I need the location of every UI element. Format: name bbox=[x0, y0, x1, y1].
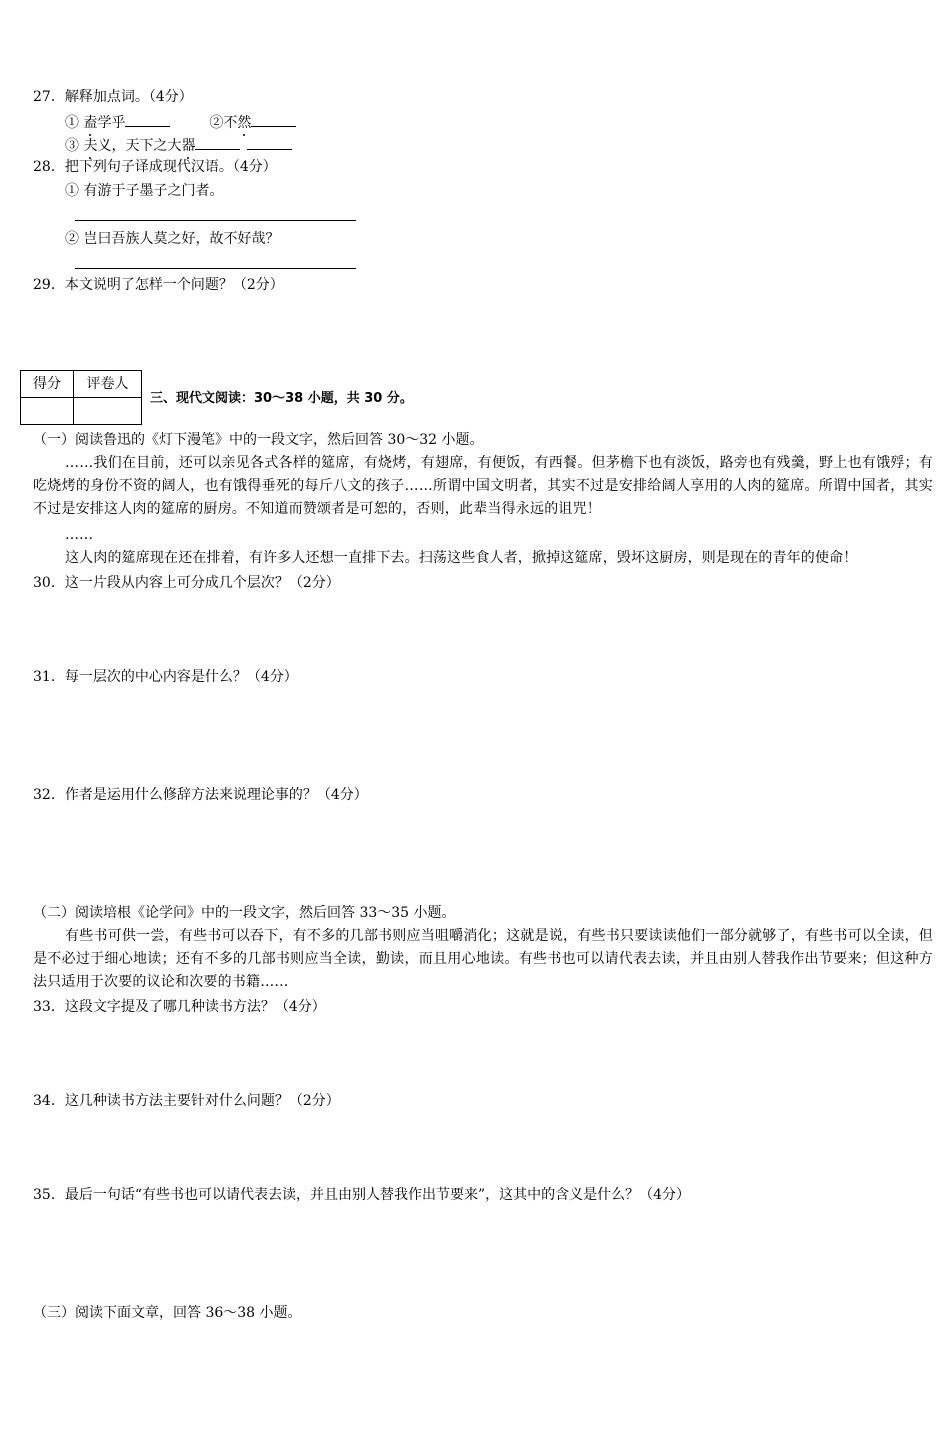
q28-answer-line-1[interactable] bbox=[75, 220, 356, 221]
q27-row2 bbox=[65, 136, 292, 153]
q28-title: 28．把下列句子译成现代汉语。（4分） bbox=[33, 159, 277, 175]
q28-sentence-2: ② 岂曰吾族人莫之好，故不好哉？ bbox=[65, 231, 280, 247]
q27-item3-dotted-word-1: 夫 bbox=[83, 138, 98, 154]
part1-ellipsis: …… bbox=[65, 527, 93, 543]
part2-intro: （二）阅读培根《论学问》中的一段文字，然后回答 33～35 小题。 bbox=[33, 905, 456, 921]
q27-item1-text: 学乎 bbox=[97, 115, 126, 131]
q27-item1-answer-blank[interactable] bbox=[125, 113, 170, 127]
q28-sentence-1: ① 有游于子墨子之门者。 bbox=[65, 183, 224, 199]
q32-title: 32．作者是运用什么修辞方法来说理论事的？（4分） bbox=[33, 787, 368, 803]
part2-passage-paragraph: 有些书可供一尝，有些书可以吞下，有不多的几部书则应当咀嚼消化；这就是说，有些书只要读读他们一部分就够了，有些书可以全读，但是不必过于细心地读；还有不多的几部书则应当全读，勤读，而且用心地读。有些书也可以请代表去读，并且由别人替我作出节要来；但这种方法只适用于次要的议论和次要的书籍…… bbox=[33, 928, 933, 990]
q27-title: 27．解释加点词。（4分） bbox=[33, 89, 193, 105]
score-header: 得分 bbox=[21, 371, 74, 398]
q27-item1-number: ① bbox=[65, 115, 79, 131]
q28-answer-line-2[interactable] bbox=[75, 268, 356, 269]
q27-item3-answer-blank-1[interactable] bbox=[195, 136, 240, 150]
score-cell[interactable] bbox=[21, 398, 74, 425]
q35-title: 35．最后一句话“有些书也可以请代表去读，并且由别人替我作出节要来”，这其中的含义是什么？（4分） bbox=[33, 1187, 691, 1203]
q27-row1 bbox=[65, 113, 296, 130]
q27-item2-number: ② bbox=[209, 115, 224, 131]
part1-intro: （一）阅读鲁迅的《灯下漫笔》中的一段文字，然后回答 30～32 小题。 bbox=[33, 432, 484, 448]
q30-title: 30．这一片段从内容上可分成几个层次？（2分） bbox=[33, 575, 340, 591]
grader-header: 评卷人 bbox=[74, 371, 142, 398]
part1-passage-paragraph-1: ……我们在目前，还可以亲见各式各样的筵席，有烧烤，有翅席，有便饭，有西餐。但茅檐下也有淡饭，路旁也有残羹，野上也有饿殍；有吃烧烤的身份不资的阔人，也有饿得垂死的每斤八文的孩子……所谓中国文明者，其实不过是安排给阔人享用的人肉的筵席。所谓中国者，其实不过是安排这人肉的筵席的厨房。不知道而赞颂者是可恕的，否则，此辈当得永远的诅咒！ bbox=[33, 455, 933, 517]
section-3-title: 三、现代文阅读：30～38 小题，共 30 分。 bbox=[150, 391, 413, 406]
q27-item3-text: 义，天下之大 bbox=[97, 138, 182, 154]
q27-item3-number: ③ bbox=[65, 138, 79, 154]
q33-title: 33．这段文字提及了哪几种读书方法？（4分） bbox=[33, 999, 326, 1015]
part3-intro: （三）阅读下面文章，回答 36～38 小题。 bbox=[33, 1305, 302, 1321]
q27-item3-dotted-word-2: 器 bbox=[181, 138, 196, 154]
part1-passage-paragraph-2: 这人肉的筵席现在还在排着，有许多人还想一直排下去。扫荡这些食人者，掀掉这筵席，毁坏这厨房，则是现在的青年的使命！ bbox=[65, 550, 858, 566]
q27-item1-dotted-word: 盍 bbox=[83, 115, 98, 131]
q27-item2-answer-blank[interactable] bbox=[251, 113, 296, 127]
q27-item2-dotted-word: 然 bbox=[237, 115, 252, 131]
q34-title: 34．这几种读书方法主要针对什么问题？（2分） bbox=[33, 1093, 340, 1109]
q27-item3-answer-blank-2[interactable] bbox=[247, 136, 292, 150]
q27-item2-text: 不 bbox=[223, 115, 238, 131]
score-table bbox=[20, 370, 142, 425]
q31-title: 31．每一层次的中心内容是什么？（4分） bbox=[33, 669, 298, 685]
q29-title: 29．本文说明了怎样一个问题？（2分） bbox=[33, 277, 284, 293]
grader-cell[interactable] bbox=[74, 398, 142, 425]
